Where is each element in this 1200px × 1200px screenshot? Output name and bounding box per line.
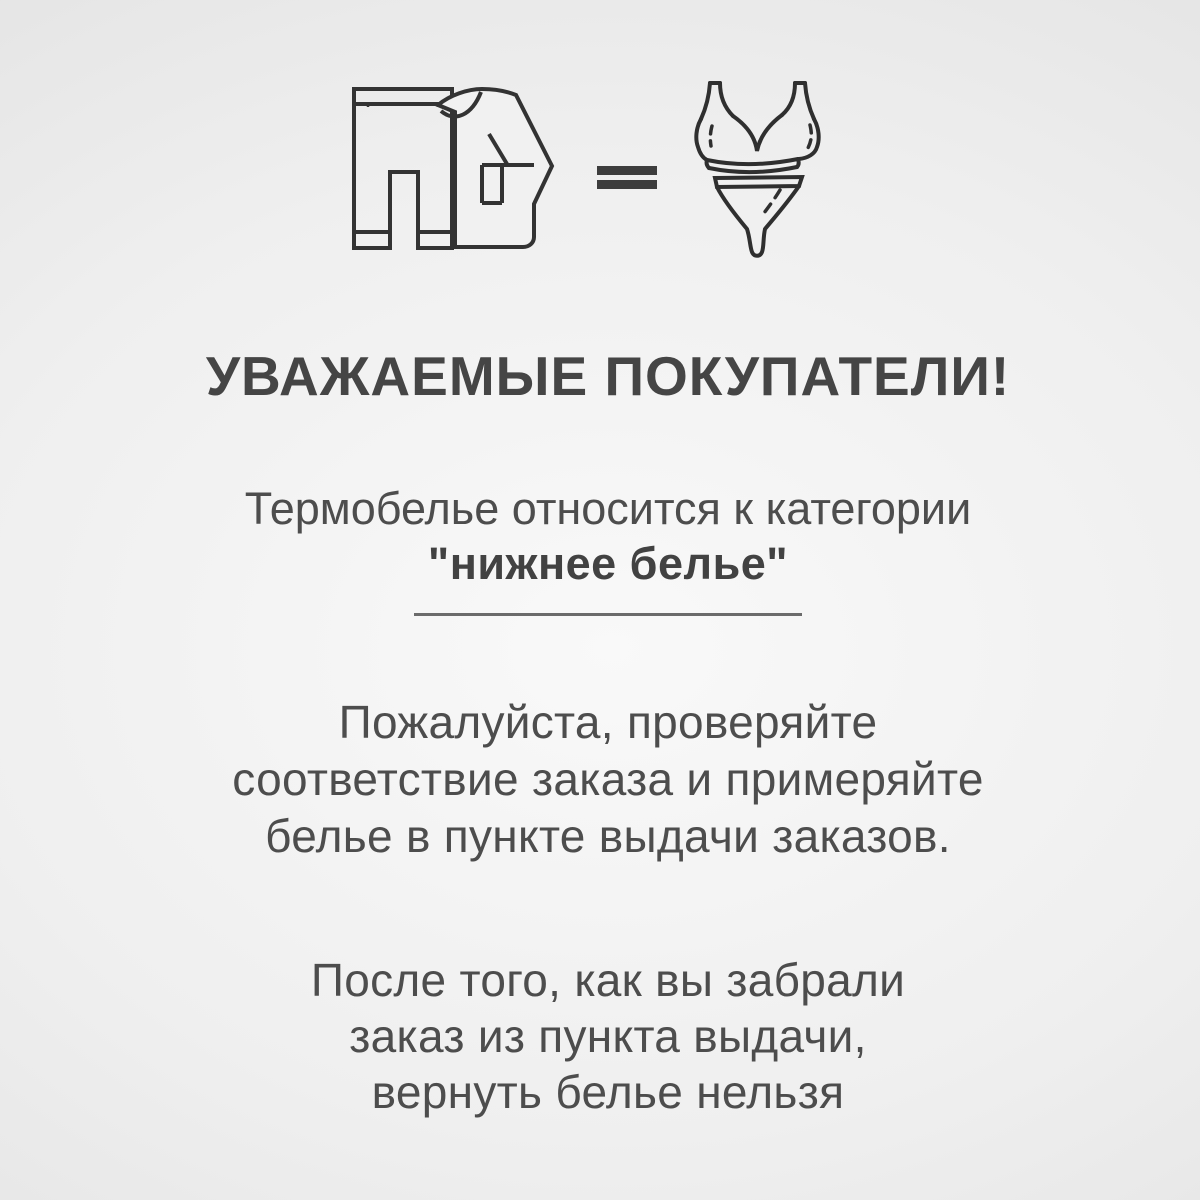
check-order-line2: соответствие заказа и примеряйте [232,753,984,805]
category-note [8,481,1200,616]
no-return-line1: После того, как вы забрали [310,954,906,1006]
no-return-line2: заказ из пункта выдачи, [349,1010,867,1062]
category-note-category: "нижнее белье" [427,538,789,589]
thermal-underwear-set-icon [330,70,570,270]
no-return-line3: вернуть белье нельзя [371,1066,845,1118]
no-return-paragraph [8,952,1200,1120]
check-order-line3: белье в пункте выдачи заказов. [265,810,951,862]
equals-top-bar [597,166,657,175]
check-order-paragraph [8,694,1200,865]
equals-bottom-bar [597,180,657,189]
underline-divider [414,613,802,616]
category-note-line1: Термобелье относится к категории [244,483,972,534]
check-order-line1: Пожалуйста, проверяйте [338,696,878,748]
lingerie-set-icon [680,70,880,270]
poster-heading: УВАЖАЕМЫЕ ПОКУПАТЕЛИ! [205,345,1011,407]
equals-icon [597,166,657,189]
